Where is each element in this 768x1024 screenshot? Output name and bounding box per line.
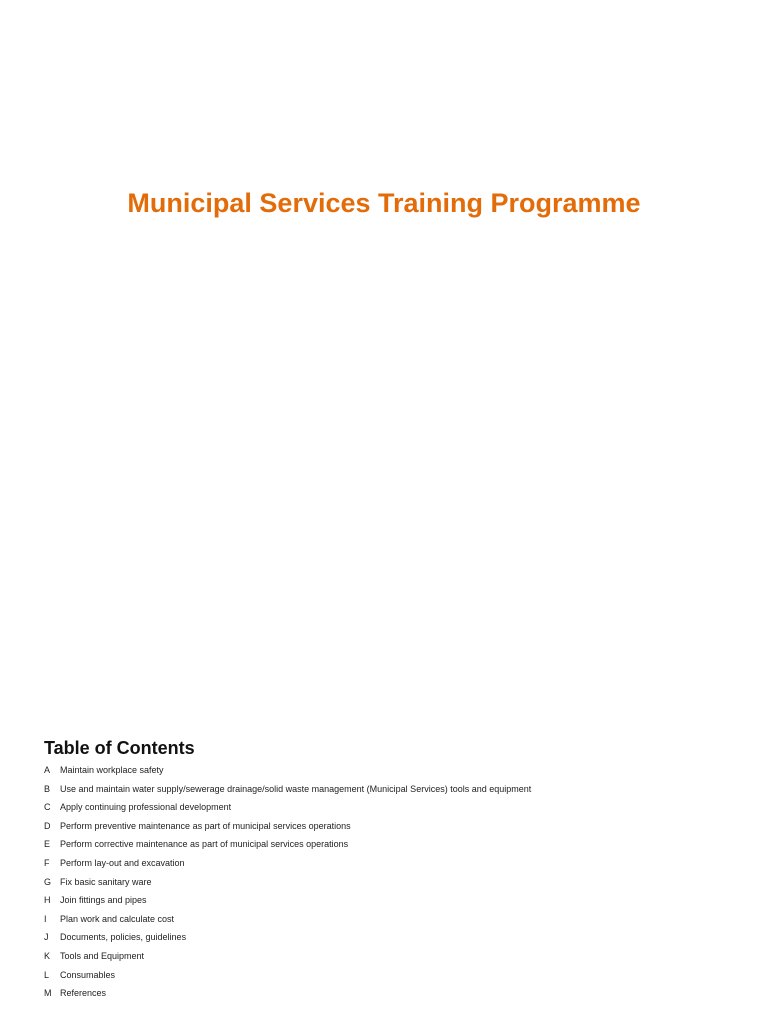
- toc-heading: Table of Contents: [44, 738, 195, 758]
- toc-item-text: Plan work and calculate cost: [60, 913, 175, 924]
- toc-item-letter: A: [44, 765, 51, 775]
- toc-item-letter: G: [44, 876, 52, 887]
- toc-item-letter: E: [44, 839, 51, 850]
- toc-item-k: [44, 950, 744, 969]
- toc-item-letter: B: [44, 783, 51, 794]
- toc-item-j: [44, 931, 744, 950]
- toc-item-c: [44, 801, 744, 820]
- toc-item-letter: H: [44, 895, 51, 906]
- toc-item-letter: M: [44, 988, 52, 999]
- toc-item-e: [44, 838, 744, 857]
- document-title: Municipal Services Training Programme: [127, 188, 641, 218]
- toc-item-letter: I: [44, 913, 47, 924]
- toc-item-text: References: [60, 988, 107, 999]
- toc-list: [44, 764, 744, 1006]
- toc-item-text: Apply continuing professional development: [60, 802, 232, 813]
- toc-item-text: Tools and Equipment: [60, 950, 145, 961]
- toc-item-m: [44, 987, 744, 1006]
- toc-item-text: Consumables: [60, 969, 116, 980]
- toc-item-text: Fix basic sanitary ware: [60, 876, 152, 887]
- toc-item-text: Documents, policies, guidelines: [60, 932, 187, 943]
- toc-item-text: Perform preventive maintenance as part of municipal services operations: [60, 820, 351, 831]
- toc-item-letter: K: [44, 950, 51, 961]
- toc-item-b: [44, 783, 744, 802]
- toc-item-i: [44, 913, 744, 932]
- toc-item-text: Perform lay-out and excavation: [60, 857, 185, 868]
- toc-item-letter: D: [44, 820, 51, 831]
- toc-item-g: [44, 876, 744, 895]
- toc-item-text: Perform corrective maintenance as part of municipal services operations: [60, 839, 349, 850]
- toc-item-h: [44, 894, 744, 913]
- table-of-contents: [44, 736, 744, 1006]
- toc-item-l: [44, 969, 744, 988]
- toc-item-f: [44, 857, 744, 876]
- toc-item-letter: L: [44, 969, 50, 980]
- toc-item-letter: J: [44, 932, 49, 943]
- toc-item-a: [44, 764, 744, 783]
- toc-item-letter: F: [44, 857, 50, 868]
- toc-item-text: Use and maintain water supply/sewerage drainage/solid waste management (Municipal Services) tools and equipment: [60, 783, 532, 794]
- toc-item-text: Maintain workplace safety: [60, 765, 164, 775]
- toc-item-letter: C: [44, 802, 51, 813]
- toc-item-d: [44, 820, 744, 839]
- toc-item-text: Join fittings and pipes: [60, 895, 147, 906]
